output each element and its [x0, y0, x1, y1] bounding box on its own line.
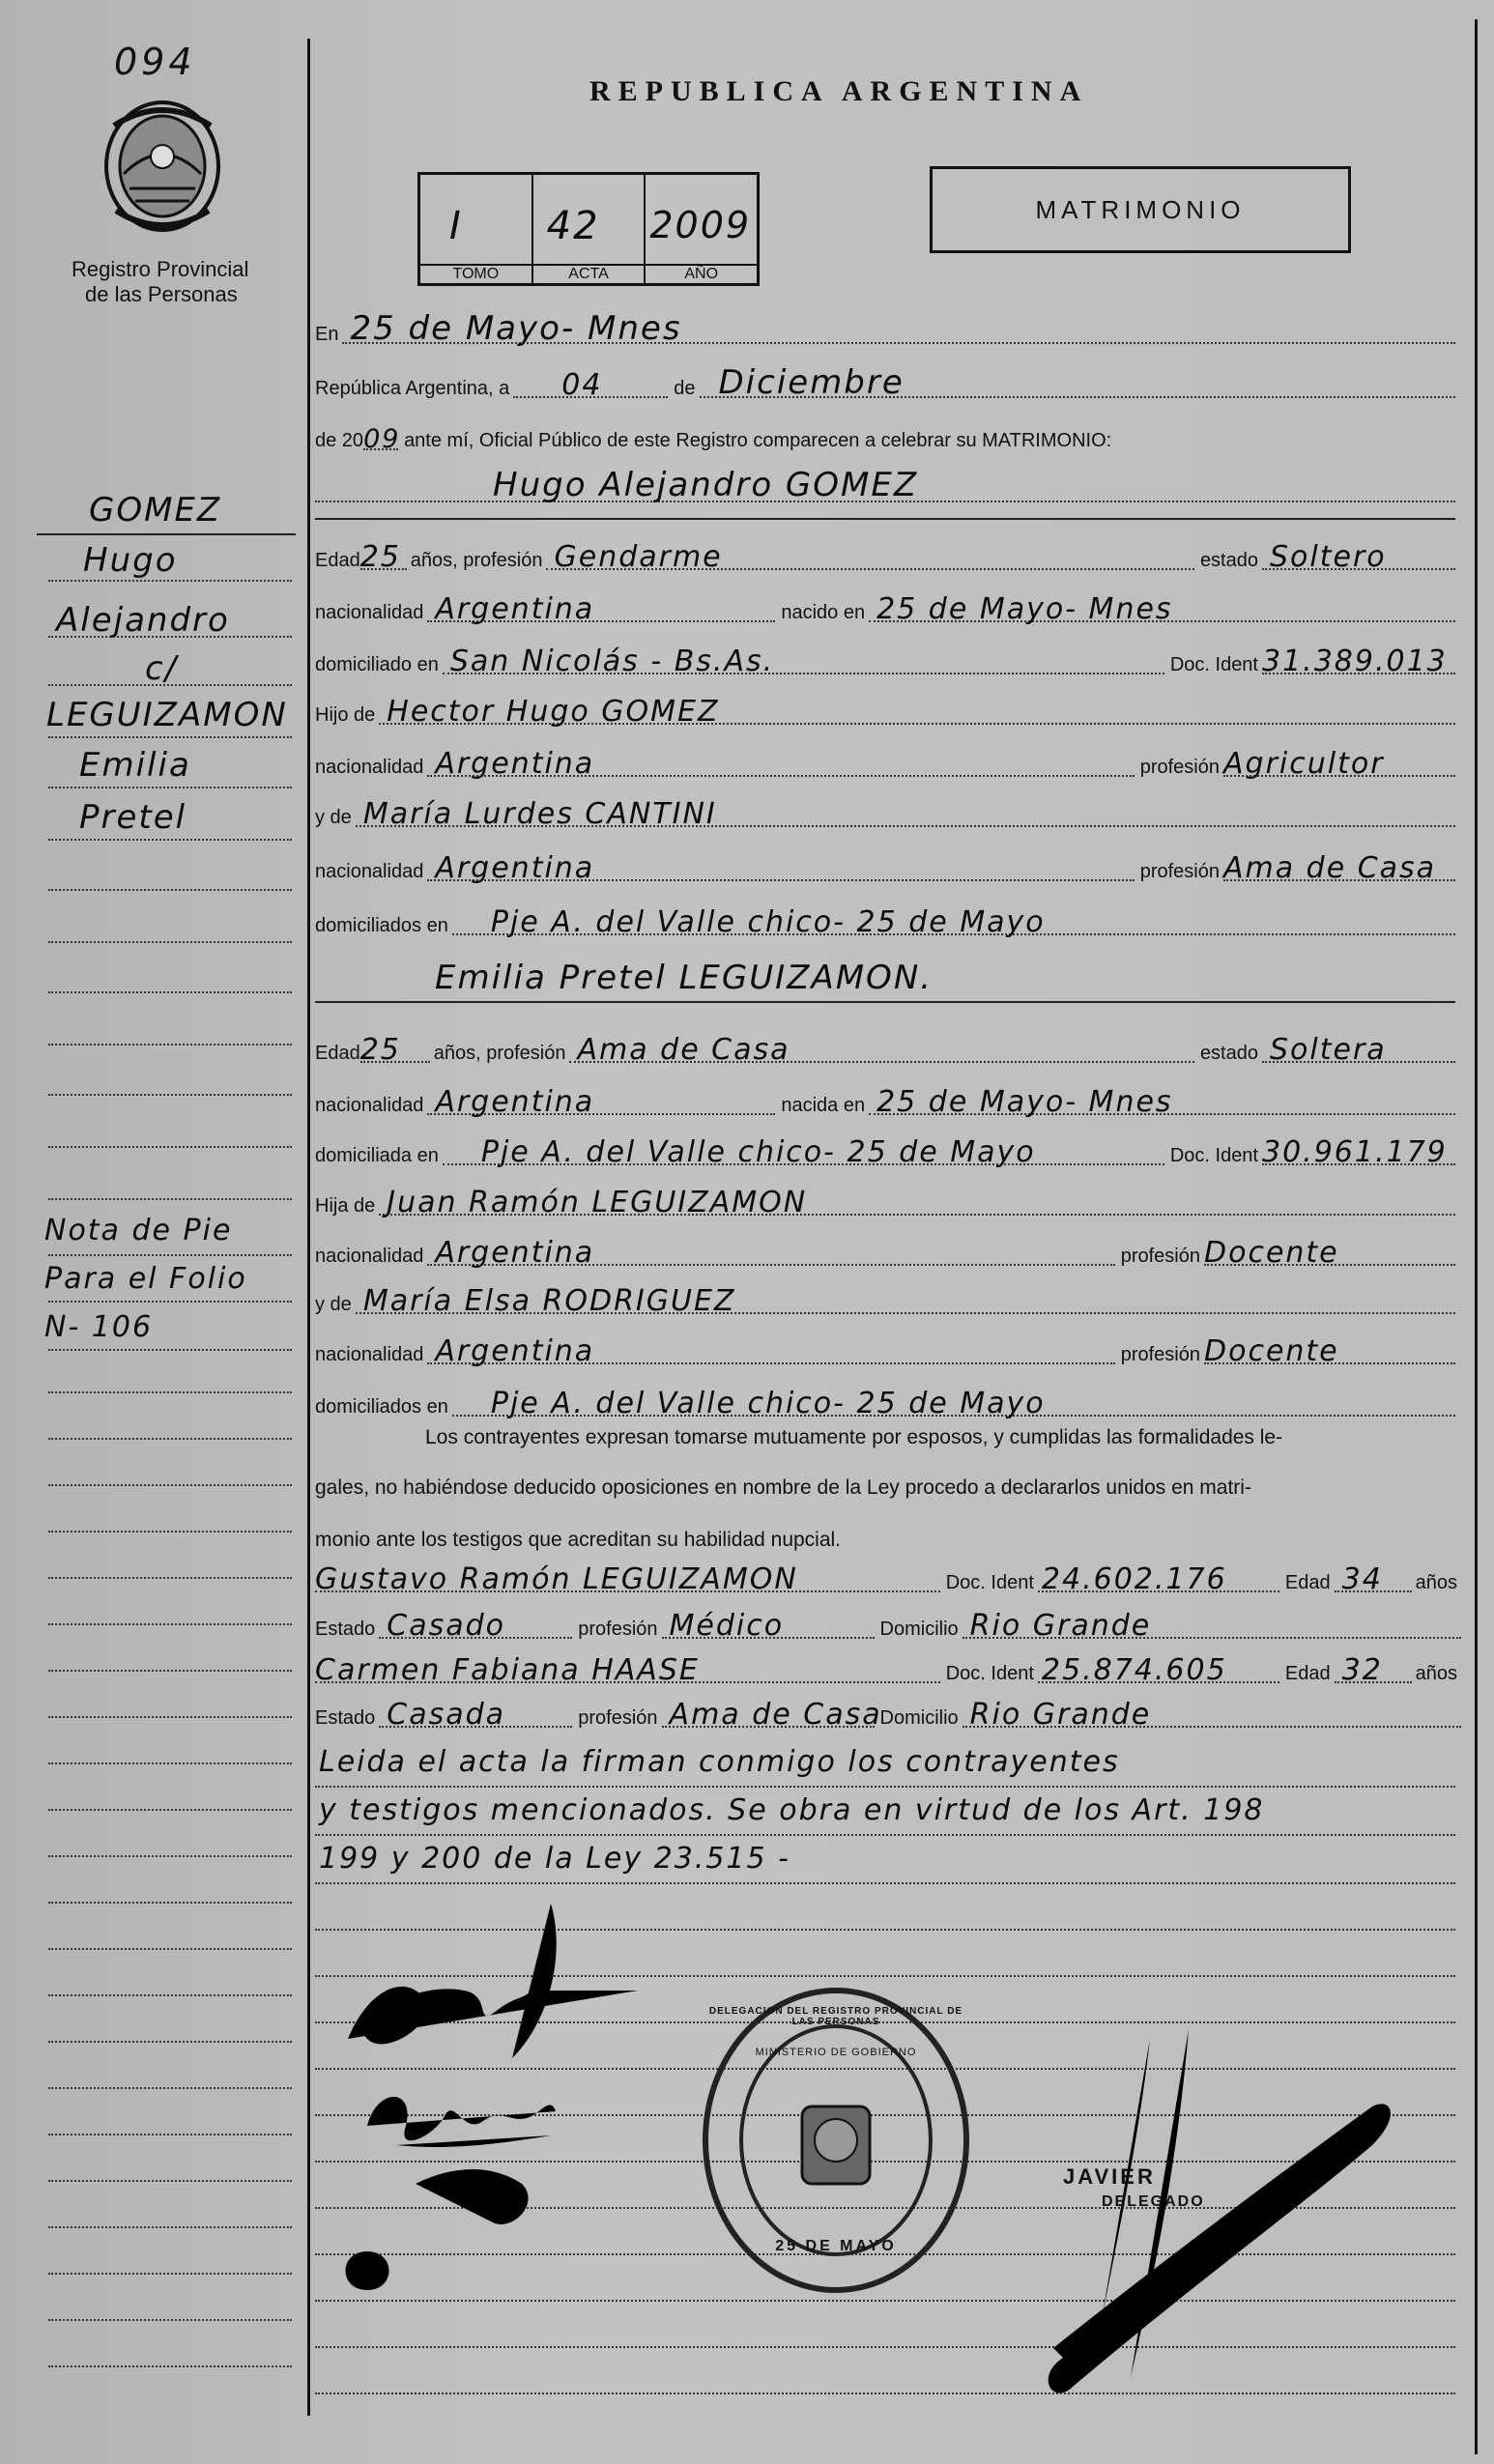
estado-label: estado — [1199, 550, 1258, 571]
registry-name-line2: de las Personas — [85, 282, 238, 306]
groom-birthplace: 25 de Mayo- Mnes — [876, 592, 1173, 626]
witness-2-age: 32 — [1341, 1653, 1383, 1687]
profesion-label: profesión — [578, 1707, 658, 1729]
domiciliado-label: domiciliado en — [315, 654, 439, 675]
anos-label: años — [1415, 1572, 1457, 1593]
year-dots — [363, 424, 401, 454]
stamp-bottom-text: 25 DE MAYO — [775, 2238, 897, 2254]
profesion-label: profesión — [1120, 1344, 1200, 1365]
father-nat-dots — [427, 1236, 1114, 1270]
witness-2-status: Casada — [387, 1698, 506, 1732]
margin-dotline — [48, 1762, 292, 1764]
margin-dotline — [48, 684, 292, 686]
margin-dotline — [48, 1855, 292, 1857]
father-dots — [379, 1186, 1455, 1219]
witness-2-doc-id: 25.874.605 — [1041, 1653, 1227, 1687]
margin-dotline — [48, 1391, 292, 1393]
closing-line-3: monio ante los testigos que acreditan su habilidad nupcial. — [315, 1529, 842, 1551]
doc-type-label: MATRIMONIO — [1035, 194, 1246, 224]
margin-dotline — [48, 736, 292, 738]
groom-father-nationality: Argentina — [435, 747, 595, 781]
witness-1-details-field — [315, 1606, 1461, 1645]
groom-mother: María Lurdes CANTINI — [362, 797, 717, 831]
groom-doc-id: 31.389.013 — [1262, 645, 1448, 678]
groom-age-field — [315, 537, 1455, 576]
profesion-label: profesión — [1139, 861, 1220, 882]
address-dots — [443, 1135, 1164, 1169]
margin-dotline — [48, 2319, 292, 2321]
witness-2-name: Carmen Fabiana HAASE — [315, 1653, 700, 1687]
official-name: JAVIER — [1063, 2164, 1156, 2189]
estado-label: estado — [1199, 1043, 1258, 1064]
ceremony-day: 04 — [561, 368, 603, 402]
witness-name-dots — [315, 1562, 940, 1596]
mother-nat-dots — [427, 851, 1134, 885]
bride-father-profession: Docente — [1204, 1236, 1339, 1270]
doc-ident-label: Doc. Ident — [1169, 1145, 1258, 1166]
witness-1-name-field — [315, 1560, 1461, 1598]
status-dots — [1262, 540, 1455, 574]
bride-birthplace: 25 de Mayo- Mnes — [876, 1085, 1173, 1119]
bride-age: 25 — [359, 1033, 401, 1067]
tomo-value: I — [449, 204, 463, 248]
bride-address-field — [315, 1132, 1455, 1171]
nacionalidad-label: nacionalidad — [315, 602, 424, 623]
witness-addr-dots — [962, 1609, 1461, 1643]
margin-dotline — [48, 1994, 292, 1996]
notes-line-2: y testigos mencionados. Se obra en virtud de los Art. 198 — [319, 1793, 1265, 1827]
age-dots — [359, 1033, 430, 1067]
margin-dotline — [48, 2134, 292, 2135]
margin-rule — [37, 533, 296, 535]
bride-mother-profession: Docente — [1204, 1334, 1339, 1368]
witness-prof-dots — [662, 1698, 882, 1732]
right-border — [1475, 19, 1478, 2454]
bride-father-nationality: Argentina — [435, 1236, 595, 1270]
notes-dotline — [315, 1786, 1455, 1788]
profession-dots — [569, 1033, 1193, 1067]
father-nat-dots — [427, 747, 1134, 781]
margin-dotline — [48, 1716, 292, 1718]
official-title: DELEGADO — [1102, 2193, 1205, 2210]
bride-father-nat-field — [315, 1233, 1455, 1272]
witness-status-dots — [379, 1698, 572, 1732]
margin-dotline — [48, 1531, 292, 1533]
margin-dotline — [48, 1094, 292, 1096]
closing-line-2: gales, no habiéndose deducido oposiciones en nombre de la Ley procedo a declararlos unidos en matri- — [315, 1476, 1251, 1499]
witness-addr-dots — [962, 1698, 1461, 1732]
nacionalidad-label: nacionalidad — [315, 861, 424, 882]
mother-dots — [356, 797, 1455, 831]
margin-conj: c/ — [145, 649, 179, 688]
groom-nationality-field — [315, 589, 1455, 628]
parents-address-dots — [452, 905, 1455, 939]
margin-dotline — [48, 580, 292, 582]
province-seal-icon — [95, 97, 230, 242]
bride-parents-address: Pje A. del Valle chico- 25 de Mayo — [490, 1387, 1046, 1420]
en-label: En — [315, 324, 339, 345]
signature-witness-2 — [329, 2222, 483, 2319]
groom-mother-field — [315, 794, 1455, 833]
witness-status-dots — [379, 1609, 572, 1643]
witness-1-name: Gustavo Ramón LEGUIZAMON — [315, 1562, 798, 1596]
margin-surname-1: GOMEZ — [89, 491, 222, 530]
stamp-ring-text: DELEGACION DEL REGISTRO PROVINCIAL DE LAS PERSONAS — [708, 2006, 963, 2027]
edad-label: Edad — [315, 1043, 360, 1064]
groom-nationality: Argentina — [435, 592, 595, 626]
country-title: REPUBLICA ARGENTINA — [589, 75, 1089, 107]
witness-2-details-field — [315, 1695, 1461, 1733]
anos-label: años — [1415, 1663, 1457, 1684]
margin-dotline — [48, 1044, 292, 1046]
groom-status: Soltero — [1270, 540, 1387, 574]
de-label: de — [674, 378, 696, 399]
groom-parents-address: Pje A. del Valle chico- 25 de Mayo — [490, 905, 1046, 939]
day-dots — [513, 368, 668, 402]
birthplace-dots — [869, 1085, 1455, 1119]
margin-dotline — [48, 2087, 292, 2089]
domiciliados-label: domiciliados en — [315, 915, 448, 936]
witness-age-dots — [1335, 1562, 1412, 1596]
profesion-label: profesión — [578, 1619, 658, 1640]
margin-dotline — [48, 2041, 292, 2043]
witness-doc-dots — [1038, 1653, 1279, 1687]
address-dots — [443, 645, 1164, 678]
margin-dotline — [48, 991, 292, 993]
margin-dotline — [48, 1254, 292, 1256]
hijo-de-label: Hijo de — [315, 704, 376, 726]
bride-mother-nat-field — [315, 1332, 1455, 1370]
doc-dots — [1262, 645, 1455, 678]
margin-dotline — [48, 1484, 292, 1486]
republica-label: República Argentina, a — [315, 378, 510, 399]
witness-prof-dots — [662, 1609, 875, 1643]
margin-given-1a: Hugo — [83, 541, 178, 580]
edad-label: Edad — [1284, 1663, 1331, 1684]
mother-nat-dots — [427, 1334, 1114, 1368]
groom-profession: Gendarme — [554, 540, 723, 574]
margin-dotline — [48, 1623, 292, 1625]
mother-prof-dots — [1204, 1334, 1455, 1368]
estado-label: Estado — [315, 1619, 376, 1640]
margin-dotline — [48, 839, 292, 841]
de-year-label: de 20 — [315, 430, 364, 451]
margin-dotline — [48, 2365, 292, 2367]
margin-footnote-2: Para el Folio — [44, 1262, 247, 1296]
margin-footnote-3: N- 106 — [44, 1310, 154, 1344]
acta-label: ACTA — [533, 264, 645, 283]
groom-father: Hector Hugo GOMEZ — [387, 695, 720, 729]
groom-father-profession: Agricultor — [1223, 747, 1385, 781]
domicilio-label: Domicilio — [879, 1619, 959, 1640]
anos-profesion-label: años, profesión — [433, 1043, 566, 1064]
bride-nationality: Argentina — [435, 1085, 595, 1119]
ceremony-year-field — [315, 417, 1455, 456]
mother-dots — [356, 1284, 1455, 1318]
y-de-label: y de — [315, 1294, 352, 1315]
groom-father-field — [315, 692, 1455, 731]
margin-dotline — [48, 1809, 292, 1811]
notes-line-1: Leida el acta la firman conmigo los contrayentes — [319, 1745, 1120, 1779]
signature-official — [957, 2029, 1411, 2416]
birthplace-dots — [869, 592, 1455, 626]
bride-nationality-field — [315, 1082, 1455, 1121]
margin-dotline — [48, 787, 292, 788]
closing-line-1: Los contrayentes expresan tomarse mutuamente por esposos, y cumplidas las formalidades le- — [425, 1426, 1283, 1448]
groom-address-field — [315, 642, 1455, 680]
nacionalidad-label: nacionalidad — [315, 1246, 424, 1267]
edad-label: Edad — [1284, 1572, 1331, 1593]
notes-dotline — [315, 1834, 1455, 1836]
witness-1-status: Casado — [387, 1609, 506, 1643]
nacido-en-label: nacido en — [781, 602, 866, 623]
groom-mother-profession: Ama de Casa — [1223, 851, 1437, 885]
margin-dotline — [48, 636, 292, 638]
ceremony-date-field — [315, 365, 1455, 404]
anio-cell — [646, 175, 757, 283]
doc-type-box — [930, 166, 1351, 253]
bride-mother-field — [315, 1281, 1455, 1320]
groom-header-rule — [315, 518, 1455, 520]
profession-dots — [546, 540, 1193, 574]
ceremony-year-suffix: 09 — [363, 424, 401, 454]
nacionalidad-label: nacionalidad — [315, 757, 424, 778]
domiciliados-label: domiciliados en — [315, 1396, 448, 1418]
acta-value: 42 — [546, 204, 600, 248]
tomo-label: TOMO — [420, 264, 532, 283]
estado-label: Estado — [315, 1707, 376, 1729]
month-dots — [700, 363, 1456, 402]
signature-groom — [329, 1894, 647, 2087]
groom-full-name: Hugo Alejandro GOMEZ — [493, 466, 919, 504]
margin-dotline — [48, 889, 292, 891]
domicilio-label: Domicilio — [879, 1707, 959, 1729]
doc-dots — [1262, 1135, 1455, 1169]
groom-mother-nat-field — [315, 848, 1455, 887]
ante-mi-label: ante mí, Oficial Público de este Registro comparecen a celebrar su MATRIMONIO: — [404, 430, 1112, 451]
father-prof-dots — [1223, 747, 1455, 781]
groom-father-nat-field — [315, 744, 1455, 783]
groom-mother-nationality: Argentina — [435, 851, 595, 885]
margin-dotline — [48, 1670, 292, 1672]
tomo-cell — [420, 175, 533, 283]
acta-cell — [533, 175, 646, 283]
edad-label: Edad — [315, 550, 360, 571]
margin-dotline — [48, 2180, 292, 2182]
margin-given-1b: Alejandro — [56, 601, 230, 640]
margin-given-2a: Emilia — [79, 746, 191, 785]
bride-status: Soltera — [1270, 1033, 1387, 1067]
notes-dotline — [315, 1882, 1455, 1884]
groom-age: 25 — [359, 540, 401, 574]
witness-2-name-field — [315, 1650, 1461, 1689]
ceremony-place-field — [315, 311, 1455, 350]
status-dots — [1262, 1033, 1455, 1067]
margin-dotline — [48, 2226, 292, 2228]
profesion-label: profesión — [1120, 1246, 1200, 1267]
anos-profesion-label: años, profesión — [410, 550, 543, 571]
witness-2-profession: Ama de Casa — [669, 1698, 882, 1732]
groom-parents-address-field — [315, 903, 1455, 941]
witness-age-dots — [1335, 1653, 1412, 1687]
doc-number: 094 — [114, 41, 196, 83]
nationality-dots — [427, 592, 775, 626]
witness-1-address: Rio Grande — [969, 1609, 1152, 1643]
bride-mother-nationality: Argentina — [435, 1334, 595, 1368]
bride-age-field — [315, 1030, 1455, 1069]
doc-ident-label: Doc. Ident — [945, 1663, 1034, 1684]
margin-dotline — [48, 1902, 292, 1904]
bride-father-field — [315, 1183, 1455, 1221]
anio-label: AÑO — [646, 264, 757, 283]
bride-doc-id: 30.961.179 — [1262, 1135, 1448, 1169]
notes-line-3: 199 y 200 de la Ley 23.515 - — [319, 1842, 790, 1876]
witness-doc-dots — [1038, 1562, 1279, 1596]
profesion-label: profesión — [1139, 757, 1220, 778]
place-dots — [342, 309, 1455, 348]
anio-value: 2009 — [649, 204, 752, 246]
father-dots — [379, 695, 1455, 729]
mother-prof-dots — [1223, 851, 1455, 885]
y-de-label: y de — [315, 807, 352, 828]
margin-surname-2: LEGUIZAMON — [46, 696, 288, 734]
witness-name-dots — [315, 1653, 940, 1687]
margin-dotline — [48, 1948, 292, 1950]
witness-2-address: Rio Grande — [969, 1698, 1152, 1732]
nacionalidad-label: nacionalidad — [315, 1344, 424, 1365]
margin-dotline — [48, 1577, 292, 1579]
bride-parents-address-field — [315, 1384, 1455, 1422]
record-box — [417, 172, 760, 286]
doc-ident-label: Doc. Ident — [945, 1572, 1034, 1593]
age-dots — [359, 540, 407, 574]
bride-address: Pje A. del Valle chico- 25 de Mayo — [480, 1135, 1036, 1169]
witness-1-profession: Médico — [669, 1609, 785, 1643]
margin-footnote-1: Nota de Pie — [44, 1214, 233, 1247]
registry-name-line1: Registro Provincial — [72, 257, 249, 281]
doc-ident-label: Doc. Ident — [1169, 654, 1258, 675]
hija-de-label: Hija de — [315, 1195, 376, 1217]
witness-1-age: 34 — [1341, 1562, 1383, 1596]
bride-mother: María Elsa RODRIGUEZ — [362, 1284, 736, 1318]
margin-dotline — [48, 1349, 292, 1351]
margin-dotline — [48, 1301, 292, 1303]
domiciliada-label: domiciliada en — [315, 1145, 439, 1166]
groom-address: San Nicolás - Bs.As. — [449, 645, 775, 678]
bride-father: Juan Ramón LEGUIZAMON — [387, 1186, 808, 1219]
margin-dotline — [48, 1146, 292, 1148]
margin-dotline — [48, 941, 292, 943]
nacida-en-label: nacida en — [781, 1095, 866, 1116]
parents-address-dots — [452, 1387, 1455, 1420]
ceremony-place: 25 de Mayo- Mnes — [350, 309, 682, 348]
margin-dotline — [48, 1198, 292, 1200]
bride-profession: Ama de Casa — [577, 1033, 790, 1067]
ceremony-month: Diciembre — [718, 363, 905, 402]
margin-dotline — [48, 1438, 292, 1440]
witness-1-doc-id: 24.602.176 — [1041, 1562, 1227, 1596]
margin-dotline — [48, 2273, 292, 2275]
father-prof-dots — [1204, 1236, 1455, 1270]
stamp-inner-text: MINISTERIO DE GOBIERNO — [755, 2047, 917, 2058]
margin-divider — [307, 39, 310, 2416]
margin-given-2b: Pretel — [79, 798, 187, 837]
nacionalidad-label: nacionalidad — [315, 1095, 424, 1116]
nationality-dots — [427, 1085, 775, 1119]
bride-header-rule — [315, 1001, 1455, 1003]
bride-full-name: Emilia Pretel LEGUIZAMON. — [435, 959, 934, 997]
